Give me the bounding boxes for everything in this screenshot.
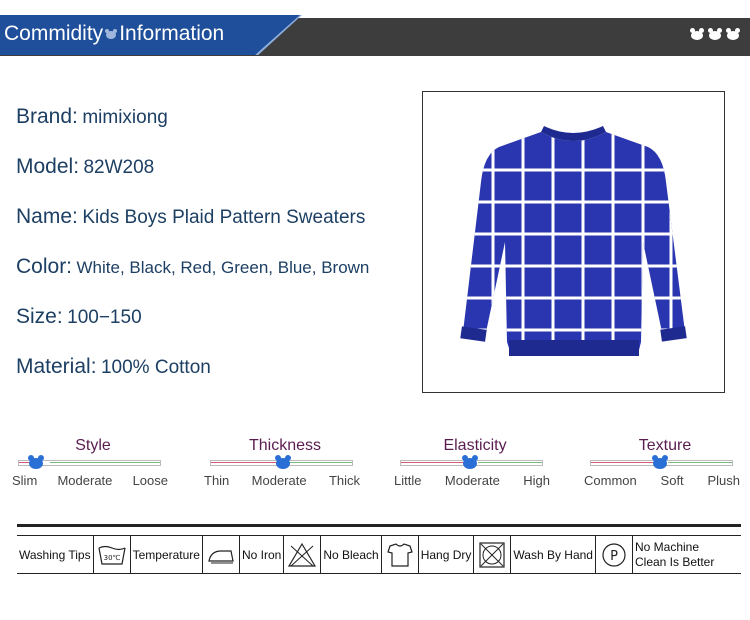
slider-title: Thickness (248, 437, 322, 454)
hang-dry-icon (381, 536, 419, 573)
slider-title: Texture (638, 437, 692, 454)
washing-tips-row (17, 535, 741, 574)
size-value: 100−150 (67, 307, 142, 328)
hand-wash-icon (473, 536, 511, 573)
material-label: Material: (16, 355, 97, 378)
svg-text:P: P (610, 548, 618, 564)
divider (17, 524, 741, 527)
header-bears (690, 28, 740, 40)
color-label: Color: (16, 255, 73, 278)
model-value: 82W208 (83, 157, 155, 178)
bear-icon (690, 28, 704, 40)
bear-icon (708, 28, 722, 40)
color-line (16, 255, 369, 279)
bear-icon (105, 29, 117, 39)
slider-labels: Thin Moderate Thick (204, 473, 360, 488)
size-label: Size: (16, 305, 63, 328)
hang-dry-label: Hang Dry (420, 547, 472, 562)
no-machine-label: No Machine Clean Is Better (634, 539, 715, 569)
style-slider (12, 437, 168, 497)
title-part2: Information (119, 22, 225, 45)
svg-text:30℃: 30℃ (103, 553, 120, 562)
iron-icon (202, 536, 240, 573)
model-line (16, 155, 154, 179)
bear-knob-icon (462, 455, 478, 469)
color-value: White, Black, Red, Green, Blue, Brown (76, 258, 370, 277)
bear-knob-icon (275, 455, 291, 469)
size-line (16, 305, 142, 329)
wash-by-hand-label: Wash By Hand (513, 547, 593, 562)
slider-title: Elasticity (443, 437, 507, 454)
no-bleach-icon (283, 536, 321, 573)
temperature-label: Temperature (132, 547, 200, 562)
no-bleach-label: No Bleach (323, 547, 379, 562)
name-line (16, 205, 365, 229)
dry-clean-p-icon (595, 536, 633, 573)
material-value: 100% Cotton (100, 357, 211, 378)
product-image (422, 91, 725, 393)
elasticity-slider (394, 437, 550, 497)
section-title (4, 22, 224, 46)
brand-line (16, 105, 168, 129)
bear-icon (726, 28, 740, 40)
slider-labels: Common Soft Plush (584, 473, 740, 488)
sweater-image (423, 92, 724, 392)
wash-30-icon (93, 536, 131, 573)
no-iron-label: No Iron (241, 547, 282, 562)
material-line (16, 355, 211, 379)
slider-labels: Slim Moderate Loose (12, 473, 168, 488)
brand-value: mimixiong (82, 107, 168, 128)
bear-knob-icon (28, 455, 44, 469)
name-value: Kids Boys Plaid Pattern Sweaters (82, 207, 366, 228)
bear-knob-icon (652, 455, 668, 469)
slider-title: Style (75, 437, 111, 454)
thickness-slider (204, 437, 360, 497)
slider-labels: Little Moderate High (394, 473, 550, 488)
title-part1: Commidity (4, 22, 104, 45)
washing-tips-label: Washing Tips (19, 547, 91, 562)
model-label: Model: (16, 155, 80, 178)
name-label: Name: (16, 205, 78, 228)
brand-label: Brand: (16, 105, 78, 128)
texture-slider (584, 437, 740, 497)
